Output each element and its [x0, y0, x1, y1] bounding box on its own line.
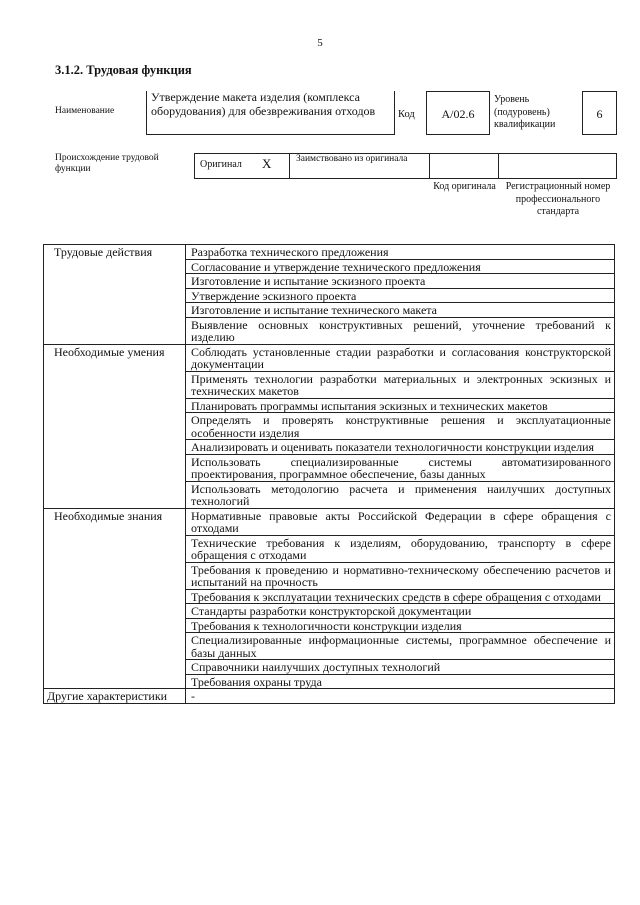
table-row: Стандарты разработки конструкторской документации: [186, 604, 615, 619]
table-row: Определять и проверять конструктивные решения и эксплуатационные особенности изделия: [186, 413, 615, 440]
category-required-skills: Необходимые умения: [44, 344, 186, 508]
category-required-knowledge: Необходимые знания: [44, 508, 186, 689]
original-mark: X: [262, 156, 272, 171]
table-row: Утверждение эскизного проекта: [186, 288, 615, 303]
table-row: Использовать методологию расчета и применения наилучших доступных технологий: [186, 481, 615, 508]
table-row: Требования к проведению и нормативно-техническому обеспечению расчетов и испытаний на прочность: [186, 562, 615, 589]
table-row: Справочники наилучших доступных технологий: [186, 660, 615, 675]
table-row: Анализировать и оценивать показатели технологичности конструкции изделия: [186, 440, 615, 455]
code-value: A/02.6: [426, 91, 490, 135]
origin-label: Происхождение трудовой функции: [55, 153, 159, 174]
table-row: Изготовление и испытание эскизного проекта: [186, 274, 615, 289]
table-row: Планировать программы испытания эскизных и технических макетов: [186, 398, 615, 413]
table-row: Применять технологии разработки материальных и электронных эскизных и технических макетов: [186, 371, 615, 398]
function-name-value: Утверждение макета изделия (комплекса оборудования) для обезвреживания отходов: [146, 91, 395, 135]
reg-number-label: Регистрационный номер профессионального стандарта: [505, 181, 611, 217]
page-number: 5: [317, 37, 323, 49]
code-label: Код: [398, 109, 415, 120]
labor-function-table: [43, 244, 615, 704]
table-row: Согласование и утверждение технического предложения: [186, 259, 615, 274]
level-value: 6: [582, 91, 617, 135]
table-row: Специализированные информационные системы, программное обеспечение и базы данных: [186, 633, 615, 660]
name-label: Наименование: [55, 106, 115, 116]
level-label: Уровень (подуровень) квалификации: [494, 94, 556, 130]
table-row: Технические требования к изделиям, оборудованию, транспорту в сфере обращения с отходами: [186, 535, 615, 562]
table-row: Нормативные правовые акты Российской Федерации в сфере обращения с отходами: [186, 508, 615, 535]
origin-cell-reg-number: [499, 153, 617, 179]
table-row: Требования к эксплуатации технических средств в сфере обращения с отходами: [186, 589, 615, 604]
category-labor-actions: Трудовые действия: [44, 245, 186, 345]
table-row: Изготовление и испытание технического макета: [186, 303, 615, 318]
borrowed-label: Заимствовано из оригинала: [296, 154, 408, 164]
table-row: Выявление основных конструктивных решений, уточнение требований к изделию: [186, 317, 615, 344]
code-original-label: Код оригинала: [433, 181, 496, 192]
table-row: Использовать специализированные системы автоматизированного проектирования, программное обеспечение, базы данных: [186, 454, 615, 481]
table-row: Требования к технологичности конструкции изделия: [186, 618, 615, 633]
section-title: 3.1.2. Трудовая функция: [55, 63, 192, 77]
category-other-characteristics: Другие характеристики: [44, 689, 186, 704]
original-label: Оригинал: [200, 159, 242, 170]
table-row: Требования охраны труда: [186, 674, 615, 689]
table-row: Разработка технического предложения: [186, 245, 615, 260]
origin-cell-code: [430, 153, 499, 179]
other-characteristics-value: -: [186, 689, 615, 704]
table-row: Соблюдать установленные стадии разработки и согласования конструкторской документации: [186, 344, 615, 371]
